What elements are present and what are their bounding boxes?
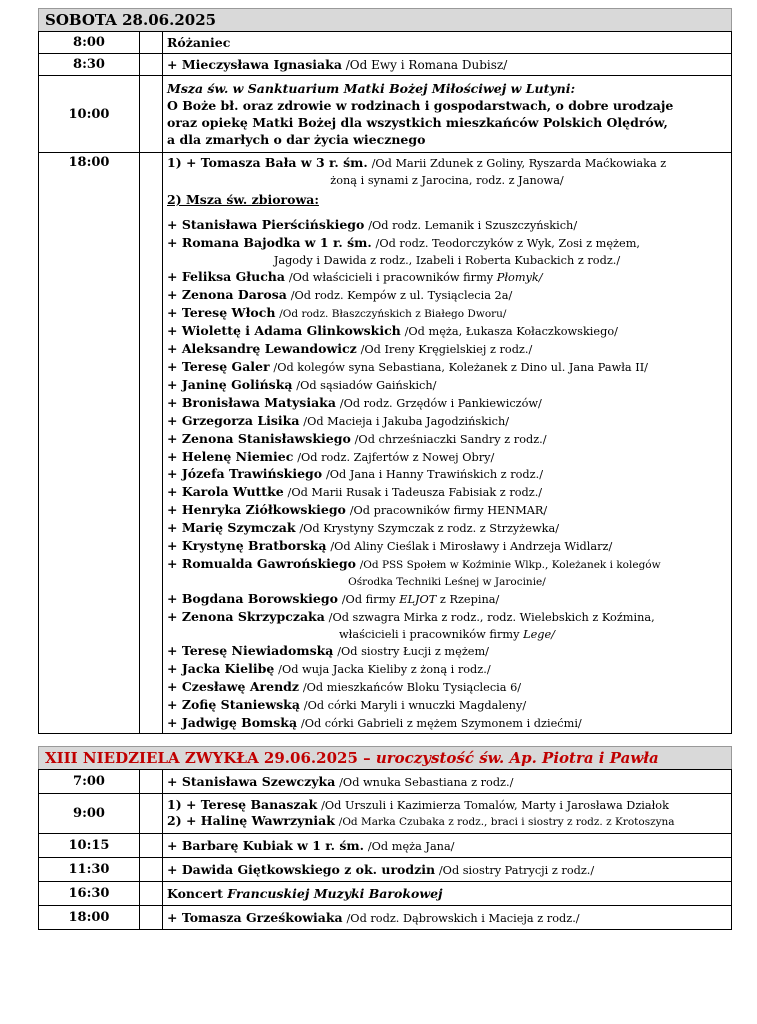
table-row — [39, 858, 732, 882]
list-item: + Helenę Niemiec /Od rodz. Zajfertów z Nowej Obry/ — [167, 448, 495, 464]
table-row — [39, 770, 732, 794]
mass-intention: + Tomasza Grześkowiaka /Od rodz. Dąbrowskich i Macieja z rodz./ — [163, 906, 732, 930]
time-cell: 8:30 — [39, 54, 140, 76]
collective-list — [167, 217, 727, 733]
time-cell: 10:15 — [39, 834, 140, 858]
list-item: + Jacka Kielibę /Od wuja Jacka Kieliby z żoną i rodz./ — [167, 661, 491, 677]
list-item: + Teresę Włoch /Od rodz. Błaszczyńskich z Białego Dworu/ — [167, 305, 507, 321]
table-row — [39, 882, 732, 906]
list-item: + Zenona Stanisławskiego /Od chrześniaczki Sandry z rodz./ — [167, 430, 547, 446]
time-cell: 16:30 — [39, 882, 140, 906]
saturday-table — [38, 31, 732, 734]
mass-intention: + Mieczysława Ignasiaka /Od Ewy i Romana Dubisz/ — [163, 54, 732, 76]
mass-intention: + Stanisława Szewczyka /Od wnuka Sebastiana z rodz./ — [163, 770, 732, 794]
saturday-header — [38, 8, 732, 31]
list-item: + Romana Bajodka w 1 r. śm. /Od rodz. Teodorczyków z Wyk, Zosi z mężem, — [167, 234, 640, 250]
table-row — [39, 906, 732, 930]
mass-intention: Różaniec — [163, 32, 732, 54]
mass-intention: Msza św. w Sanktuarium Matki Bożej Miłościwej w Lutyni: O Boże bł. oraz zdrowie w rodzinach i gospodarstwach, o dobre urodzaje oraz opiekę Matki Bożej dla wszystkich mieszkańców Polskich Olędrów, a dla zmarłych o dar życia wiecznego — [163, 76, 732, 153]
list-item: + Teresę Niewiadomską /Od siostry Łucji z mężem/ — [167, 643, 489, 659]
schedule-page — [38, 8, 732, 930]
time-cell: 18:00 — [39, 906, 140, 930]
list-item: + Aleksandrę Lewandowicz /Od Ireny Kręgielskiej z rodz./ — [167, 341, 533, 357]
list-item-continuation: właścicieli i pracowników firmy Lege/ — [339, 627, 555, 641]
mass-intention: + Dawida Giętkowskiego z ok. urodzin /Od siostry Patrycji z rodz./ — [163, 858, 732, 882]
evening-intentions: 1) + Tomasza Bała w 3 r. śm. /Od Marii Zdunek z Goliny, Ryszarda Maćkowiaka z żoną i synami z Jarocina, rodz. z Janowa/ 2) Msza św. zbiorowa: + Stanisława Pierścińskiego /Od rodz. Lemanik i Szuszczyńskich/ + Romana Bajodka w 1 r. śm. /Od rodz. Teodorczyków z Wyk, Zosi z mężem, Jagody i Dawida z rodz., Izabeli i Roberta Kubackich z rodz./ + Feliksa Głucha /Od właścicieli i pracowników firmy Płomyk/ + Zenona Darosa /Od rodz. Kempów z ul. Tysiąclecia 2a/ + Teresę Włoch /Od rodz. Błaszczyńskich z Białego Dworu/ + Wiolettę i Adama Glinkowskich /Od męża, Łukasza Kołaczkowskiego/ + Aleksandrę Lewandowicz /Od Ireny Kręgielskiej z rodz./ + Teresę Galer /Od kolegów syna Sebastiana, Koleżanek z Dino ul. Jana Pawła II/ + Janinę Golińską /Od sąsiadów Gaińskich/ + Bronisława Matysiaka /Od rodz. Grzędów i Pankiewiczów/ + Grzegorza Lisika /Od Macieja i Jakuba Jagodzińskich/ + Zenona Stanisławskiego /Od chrześniaczki Sandry z rodz./ + Helenę Niemiec /Od rodz. Zajfertów z Nowej Obry/ + Józefa Trawińskiego /Od Jana i Hanny Trawińskich z rodz./ + Karola Wuttke /Od Marii Rusak i Tadeusza Fabisiak z rodz./ + Henryka Ziółkowskiego /Od pracowników firmy HENMAR/ + Marię Szymczak /Od Krystyny Szymczak z rodz. z Strzyżewka/ + Krystynę Bratborską /Od Aliny Cieślak i Mirosławy i Andrzeja Widlarz/ + Romualda Gawrońskiego /Od PSS Społem w Koźminie Wlkp., Koleżanek i kolegów Ośrodka Techniki Leśnej w Jarocinie/ + Bogdana Borowskiego /Od firmy ELJOT z Rzepina/ + Zenona Skrzypczaka /Od szwagra Mirka z rodz., rodz. Wielebskich z Koźmina, właścicieli i pracowników firmy Lege/ + Teresę Niewiadomską /Od siostry Łucji z mężem/ + Jacka Kielibę /Od wuja Jacka Kieliby z żoną i rodz./ + Czesławę Arendz /Od mieszkańców Bloku Tysiąclecia 6/ + Zofię Staniewską /Od córki Maryli i wnuczki Magdaleny/ + Jadwigę Bomską /Od córki Gabrieli z mężem Szymonem i dziećmi/ — [163, 153, 732, 734]
mass-intention: 1) + Teresę Banaszak /Od Urszuli i Kazimierza Tomalów, Marty i Jarosława Działok 2) + Halinę Wawrzyniak /Od Marka Czubaka z rodz., braci i siostry z rodz. z Krotoszyna — [163, 794, 732, 834]
list-item-continuation: Ośrodka Techniki Leśnej w Jarocinie/ — [348, 575, 546, 588]
sunday-header: XIII NIEDZIELA ZWYKŁA 29.06.2025 – uroczystość św. Ap. Piotra i Pawła — [38, 746, 732, 769]
table-row — [39, 76, 732, 153]
time-cell: 10:00 — [39, 76, 140, 153]
list-item: + Krystynę Bratborską /Od Aliny Cieślak i Mirosławy i Andrzeja Widlarz/ — [167, 538, 613, 554]
table-row — [39, 32, 732, 54]
list-item: + Feliksa Głucha /Od właścicieli i pracowników firmy Płomyk/ — [167, 269, 543, 285]
list-item: + Wiolettę i Adama Glinkowskich /Od męża, Łukasza Kołaczkowskiego/ — [167, 323, 618, 339]
table-row — [39, 54, 732, 76]
list-item: + Karola Wuttke /Od Marii Rusak i Tadeusza Fabisiak z rodz./ — [167, 484, 543, 500]
list-item: + Romualda Gawrońskiego /Od PSS Społem w Koźminie Wlkp., Koleżanek i kolegów — [167, 555, 661, 571]
time-cell: 9:00 — [39, 794, 140, 834]
collective-mass-label: 2) Msza św. zbiorowa: — [167, 191, 319, 207]
list-item: + Bronisława Matysiaka /Od rodz. Grzędów i Pankiewiczów/ — [167, 394, 542, 410]
list-item: + Józefa Trawińskiego /Od Jana i Hanny Trawińskich z rodz./ — [167, 466, 544, 482]
table-row — [39, 794, 732, 834]
list-item: + Marię Szymczak /Od Krystyny Szymczak z rodz. z Strzyżewka/ — [167, 520, 560, 536]
time-cell: 18:00 — [39, 153, 140, 734]
mass-intention: Koncert Francuskiej Muzyki Barokowej — [163, 882, 732, 906]
table-row — [39, 153, 732, 734]
list-item: + Grzegorza Lisika /Od Macieja i Jakuba Jagodzińskich/ — [167, 412, 510, 428]
list-item: + Janinę Golińską /Od sąsiadów Gaińskich/ — [167, 376, 437, 392]
list-item: + Teresę Galer /Od kolegów syna Sebastiana, Koleżanek z Dino ul. Jana Pawła II/ — [167, 358, 648, 374]
list-item: + Henryka Ziółkowskiego /Od pracowników firmy HENMAR/ — [167, 502, 548, 518]
list-item: + Stanisława Pierścińskiego /Od rodz. Lemanik i Szuszczyńskich/ — [167, 216, 578, 232]
list-item: + Zenona Darosa /Od rodz. Kempów z ul. Tysiąclecia 2a/ — [167, 287, 513, 303]
time-cell: 8:00 — [39, 32, 140, 54]
list-item: + Czesławę Arendz /Od mieszkańców Bloku Tysiąclecia 6/ — [167, 679, 522, 695]
time-cell: 7:00 — [39, 770, 140, 794]
list-item: + Zofię Staniewską /Od córki Maryli i wnuczki Magdaleny/ — [167, 697, 527, 713]
sunday-table — [38, 769, 732, 930]
list-item: + Zenona Skrzypczaka /Od szwagra Mirka z rodz., rodz. Wielebskich z Koźmina, — [167, 608, 655, 624]
list-item: + Jadwigę Bomską /Od córki Gabrieli z mężem Szymonem i dziećmi/ — [167, 715, 582, 731]
time-cell: 11:30 — [39, 858, 140, 882]
saturday-header-text: SOBOTA 28.06.2025 — [45, 11, 217, 29]
list-item: + Bogdana Borowskiego /Od firmy ELJOT z Rzepina/ — [167, 590, 500, 606]
mass-intention: + Barbarę Kubiak w 1 r. śm. /Od męża Jana/ — [163, 834, 732, 858]
table-row — [39, 834, 732, 858]
list-item-continuation: Jagody i Dawida z rodz., Izabeli i Roberta Kubackich z rodz./ — [273, 253, 621, 267]
